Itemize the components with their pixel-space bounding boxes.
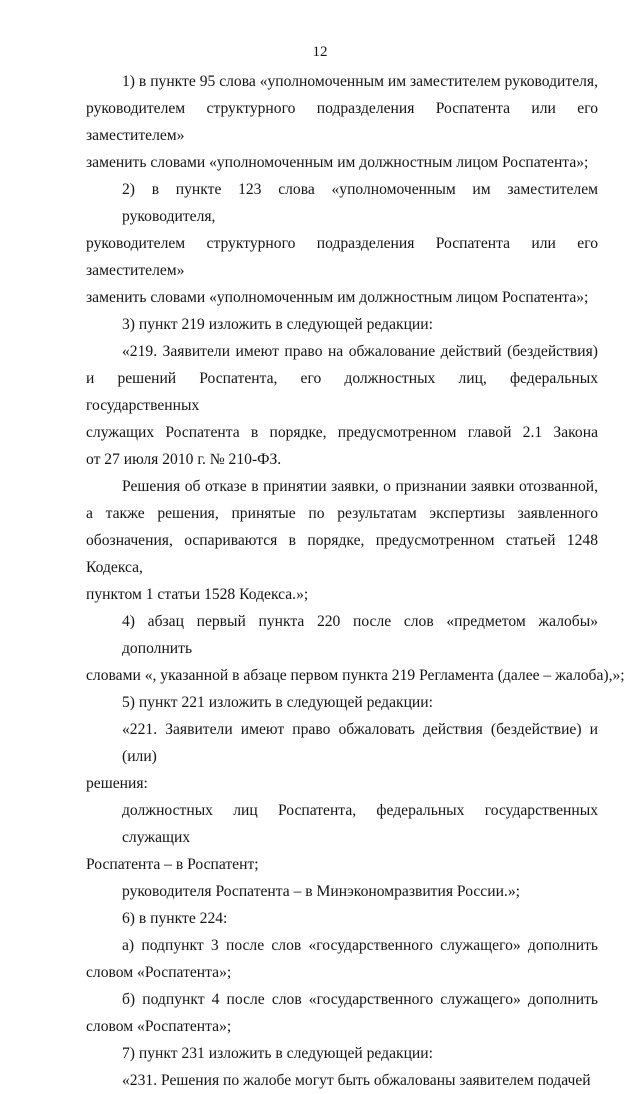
text-line: а также решения, принятые по результатам экспертизы заявленного (86, 505, 598, 522)
paragraph (86, 716, 598, 797)
text-line: обозначения, оспариваются в порядке, предусмотренном статьей 1248 Кодекса, (86, 532, 598, 576)
paragraph (86, 689, 598, 716)
paragraph (86, 311, 598, 338)
text-line: заменить словами «уполномоченным им должностным лицом Роспатента»; (86, 289, 589, 306)
document-body (86, 68, 625, 1094)
text-line: 2) в пункте 123 слова «уполномоченным им заместителем руководителя, (122, 181, 598, 225)
paragraph (86, 338, 598, 473)
paragraph (86, 176, 598, 311)
text-line: б) подпункт 4 после слов «государственного служащего» дополнить (122, 991, 598, 1008)
text-line: Роспатента – в Роспатент; (86, 856, 259, 873)
text-line: руководителем структурного подразделения Роспатента или его заместителем» (86, 235, 598, 279)
text-line: пунктом 1 статьи 1528 Кодекса.»; (86, 586, 309, 603)
text-line: руководителя Роспатента – в Минэкономразвития России.»; (122, 883, 520, 900)
text-line: руководителем структурного подразделения Роспатента или его заместителем» (86, 100, 598, 144)
text-line: 7) пункт 231 изложить в следующей редакции: (122, 1045, 433, 1062)
text-line: заменить словами «уполномоченным им должностным лицом Роспатента»; (86, 154, 589, 171)
paragraph (86, 986, 598, 1040)
text-line: от 27 июля 2010 г. № 210-ФЗ. (86, 451, 282, 468)
text-line: «221. Заявители имеют право обжаловать действия (бездействие) и (или) (122, 721, 598, 765)
text-line: и решений Роспатента, его должностных лиц, федеральных государственных (86, 370, 598, 414)
paragraph (86, 797, 598, 878)
text-line: «219. Заявители имеют право на обжалование действий (бездействия) (122, 343, 598, 360)
paragraph (86, 878, 598, 905)
text-line: а) подпункт 3 после слов «государственного служащего» дополнить (122, 937, 598, 954)
paragraph (86, 473, 598, 608)
text-line: Решения об отказе в принятии заявки, о признании заявки отозванной, (122, 478, 598, 495)
text-line: словом «Роспатента»; (86, 1018, 232, 1035)
text-line: решения: (86, 775, 148, 792)
paragraph (86, 905, 598, 932)
text-line: 3) пункт 219 изложить в следующей редакции: (122, 316, 433, 333)
page-number: 12 (312, 44, 328, 60)
paragraph (86, 1040, 598, 1067)
text-line: 6) в пункте 224: (122, 910, 228, 927)
text-line: 1) в пункте 95 слова «уполномоченным им заместителем руководителя, (122, 73, 598, 90)
text-line: словами «, указанной в абзаце первом пункта 219 Регламента (далее – жалоба),»; (86, 667, 625, 684)
text-line: 5) пункт 221 изложить в следующей редакции: (122, 694, 433, 711)
paragraph (86, 1067, 598, 1094)
text-line: словом «Роспатента»; (86, 964, 232, 981)
text-line: «231. Решения по жалобе могут быть обжалованы заявителем подачей (122, 1072, 591, 1089)
paragraph (86, 68, 598, 176)
text-line: служащих Роспатента в порядке, предусмотренном главой 2.1 Закона (86, 424, 598, 441)
text-line: 4) абзац первый пункта 220 после слов «предметом жалобы» дополнить (122, 613, 598, 657)
paragraph (86, 932, 598, 986)
paragraph (86, 608, 625, 689)
text-line: должностных лиц Роспатента, федеральных государственных служащих (122, 802, 598, 846)
